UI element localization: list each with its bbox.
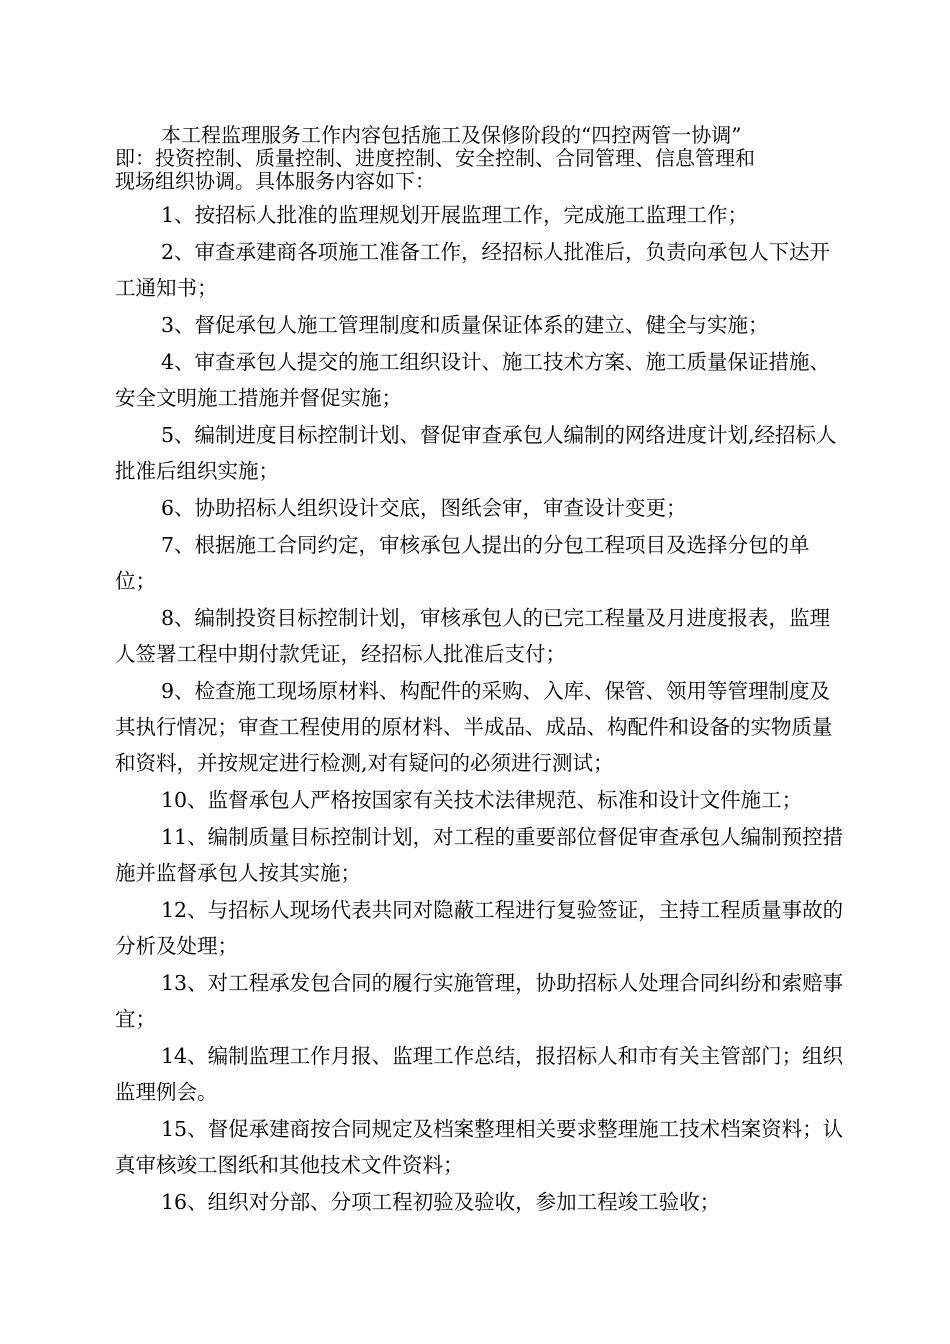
service-item-13: 13、对工程承发包合同的履行实施管理，协助招标人处理合同纠纷和索赔事宜； bbox=[115, 971, 844, 1031]
intro-line-1: 本工程监理服务工作内容包括施工及保修阶段的“四控两管一协调” bbox=[161, 123, 742, 147]
service-item-8: 8、编制投资目标控制计划，审核承包人的已完工程量及月进度报表，监理人签署工程中期付款凭证，经招标人批准后支付； bbox=[115, 606, 831, 666]
intro-paragraph bbox=[115, 124, 845, 193]
service-item-2: 2、审查承建商各项施工准备工作，经招标人批准后，负责向承包人下达开工通知书； bbox=[115, 240, 831, 300]
service-item-14: 14、编制监理工作月报、监理工作总结，报招标人和市有关主管部门；组织监理例会。 bbox=[115, 1044, 844, 1104]
intro-line-3: 现场组织协调。具体服务内容如下： bbox=[115, 169, 435, 193]
service-item-12: 12、与招标人现场代表共同对隐蔽工程进行复验签证，主持工程质量事故的分析及处理； bbox=[115, 898, 844, 958]
service-item-10: 10、监督承包人严格按国家有关技术法律规范、标准和设计文件施工； bbox=[161, 788, 803, 812]
service-items-list bbox=[115, 197, 845, 1220]
intro-line-2: 即：投资控制、质量控制、进度控制、安全控制、合同管理、信息管理和 bbox=[115, 146, 755, 170]
service-item-7: 7、根据施工合同约定，审核承包人提出的分包工程项目及选择分包的单位； bbox=[115, 533, 810, 593]
service-item-6: 6、协助招标人组织设计交底，图纸会审，审查设计变更； bbox=[161, 496, 687, 520]
service-item-9: 9、检查施工现场原材料、构配件的采购、入库、保管、领用等管理制度及其执行情况；审查工程使用的原材料、半成品、成品、构配件和设备的实物质量和资料，并按规定进行检测,对有疑问的必须进行测试； bbox=[115, 679, 833, 775]
service-item-11: 11、编制质量目标控制计划，对工程的重要部位督促审查承包人编制预控措施并监督承包人按其实施； bbox=[115, 825, 844, 885]
service-item-16: 16、组织对分部、分项工程初验及验收，参加工程竣工验收； bbox=[161, 1190, 721, 1214]
service-item-1: 1、按招标人批准的监理规划开展监理工作，完成施工监理工作； bbox=[161, 203, 749, 227]
service-item-5: 5、编制进度目标控制计划、督促审查承包人编制的网络进度计划,经招标人批准后组织实施； bbox=[115, 423, 837, 483]
service-item-3: 3、督促承包人施工管理制度和质量保证体系的建立、健全与实施； bbox=[161, 313, 769, 337]
service-item-4: 4、审查承包人提交的施工组织设计、施工技术方案、施工质量保证措施、安全文明施工措施并督促实施； bbox=[115, 350, 831, 410]
document-page bbox=[115, 124, 845, 1220]
service-item-15: 15、督促承建商按合同规定及档案整理相关要求整理施工技术档案资料；认真审核竣工图纸和其他技术文件资料； bbox=[115, 1117, 844, 1177]
